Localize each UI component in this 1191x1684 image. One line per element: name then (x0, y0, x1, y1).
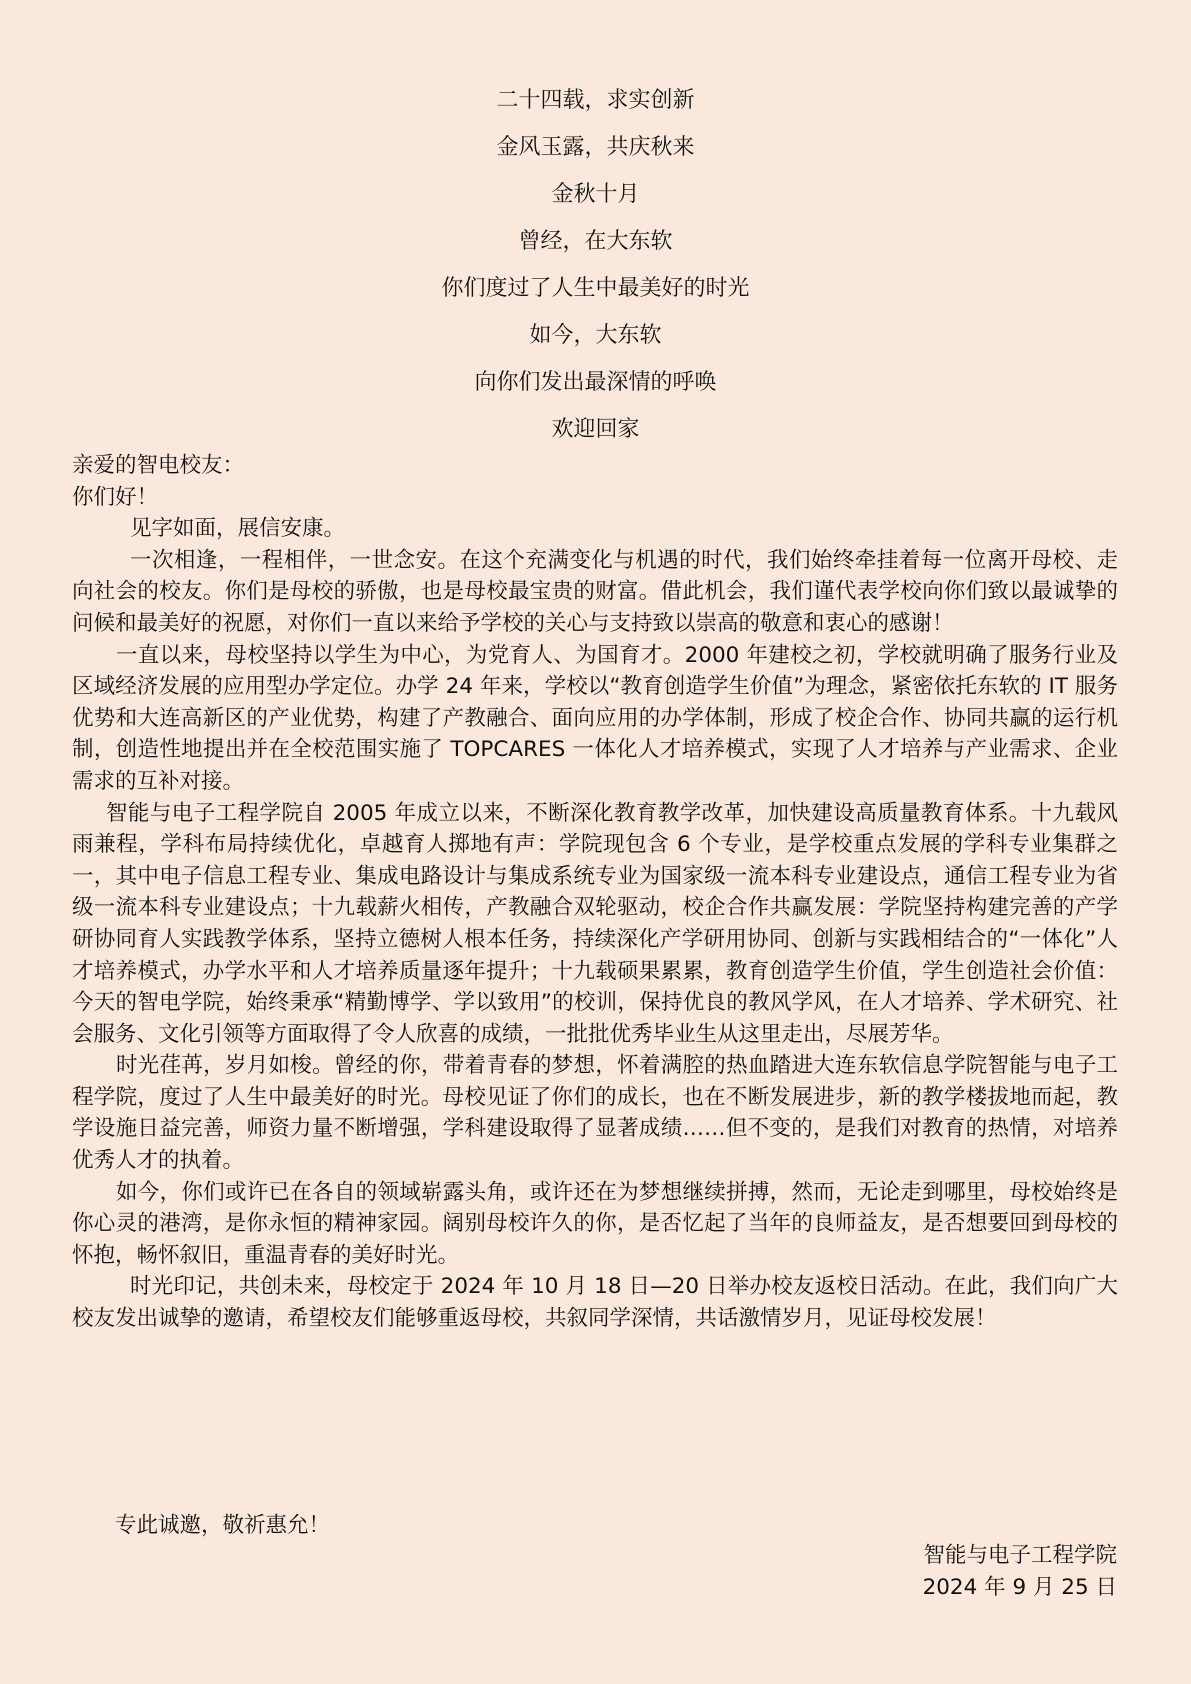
poem-line: 金秋十月 (551, 182, 640, 207)
letter-paragraph: 智能与电子工程学院自 2005 年成立以来，不断深化教育教学改革，加快建设高质量教育体系。十九载风雨兼程，学科布局持续优化，卓越育人掷地有声：学院现包含 6 个专业，是学校重点发展的学科专业集群之一，其中电子信息工程专业、集成电路设计与集成系统专业为国家级一流本科专业建设点，通信工程专业为省级一流本科专业建设点；十九载薪火相传，产教融合双轮驱动，校企合作共赢发展：学院坚持构建完善的产学研协同育人实践教学体系，坚持立德树人根本任务，持续深化产学研用协同、创新与实践相结合的“一体化”人才培养模式，办学水平和人才培养质量逐年提升；十九载硕果累累，教育创造学生价值，学生创造社会价值：今天的智电学院，始终秉承“精勤博学、学以致用”的校训，保持优良的教风学风，在人才培养、学术研究、社会服务、文化引领等方面取得了令人欣喜的成绩，一批批优秀毕业生从这里走出，尽展芳华。 (72, 800, 1118, 1047)
letter-paragraph: 如今，你们或许已在各自的领域崭露头角，或许还在为梦想继续拼搏，然而，无论走到哪里，母校始终是你心灵的港湾，是你永恒的精神家园。阔别母校许久的你，是否忆起了当年的良师益友，是否想要回到母校的怀抱，畅怀叙旧，重温青春的美好时光。 (72, 1179, 1118, 1268)
letter-paragraph: 一直以来，母校坚持以学生为中心，为党育人、为国育才。2000 年建校之初，学校就明确了服务行业及区域经济发展的应用型办学定位。办学 24 年来，学校以“教育创造学生价值”为理念，紧密依托东软的 IT 服务优势和大连高新区的产业优势，构建了产教融合、面向应用的办学体制，形成了校企合作、协同共赢的运行机制，创造性地提出并在全校范围实施了 TOPCARES 一体化人才培养模式，实现了人才培养与产业需求、企业需求的互补对接。 (72, 642, 1118, 794)
signature-organization: 智能与电子工程学院 (923, 1543, 1117, 1568)
letter-greeting: 你们好！ (72, 484, 159, 510)
letter-salutation: 亲爱的智电校友： (72, 453, 245, 478)
poem-line: 向你们发出最深情的呼唤 (474, 370, 717, 395)
letter-paragraph: 见字如面，展信安康。 (130, 516, 346, 542)
letter-paragraph: 一次相逢，一程相伴，一世念安。在这个充满变化与机遇的时代，我们始终牵挂着每一位离开母校、走向社会的校友。你们是母校的骄傲，也是母校最宝贵的财富。借此机会，我们谨代表学校向你们致以最诚挚的问候和最美好的祝愿，对你们一直以来给予学校的关心与支持致以崇高的敬意和衷心的感谢！ (72, 547, 1118, 636)
signature-date: 2024 年 9 月 25 日 (922, 1575, 1117, 1600)
opening-poem (0, 77, 1191, 453)
poem-line: 如今，大东软 (529, 323, 662, 348)
letter-body (72, 450, 1118, 1335)
letter-paragraph: 时光印记，共创未来，母校定于 2024 年 10 月 18 日—20 日举办校友返校日活动。在此，我们向广大校友发出诚挚的邀请，希望校友们能够重返母校，共叙同学深情，共话激情岁月，见证母校发展！ (72, 1274, 1118, 1332)
letter-closing: 专此诚邀，敬祈惠允！ (115, 1513, 331, 1538)
poem-line: 欢迎回家 (551, 417, 640, 442)
poem-line: 金风玉露，共庆秋来 (496, 135, 695, 160)
poem-line: 二十四载，求实创新 (496, 88, 695, 113)
letter-paragraph: 时光荏苒，岁月如梭。曾经的你，带着青春的梦想，怀着满腔的热血踏进大连东软信息学院智能与电子工程学院，度过了人生中最美好的时光。母校见证了你们的成长，也在不断发展进步，新的教学楼拔地而起，教学设施日益完善，师资力量不断增强，学科建设取得了显著成绩……但不变的，是我们对教育的热情，对培养优秀人才的执着。 (72, 1053, 1118, 1174)
letter-signature (923, 1540, 1117, 1604)
poem-line: 你们度过了人生中最美好的时光 (441, 276, 750, 301)
poem-line: 曾经，在大东软 (518, 229, 673, 254)
